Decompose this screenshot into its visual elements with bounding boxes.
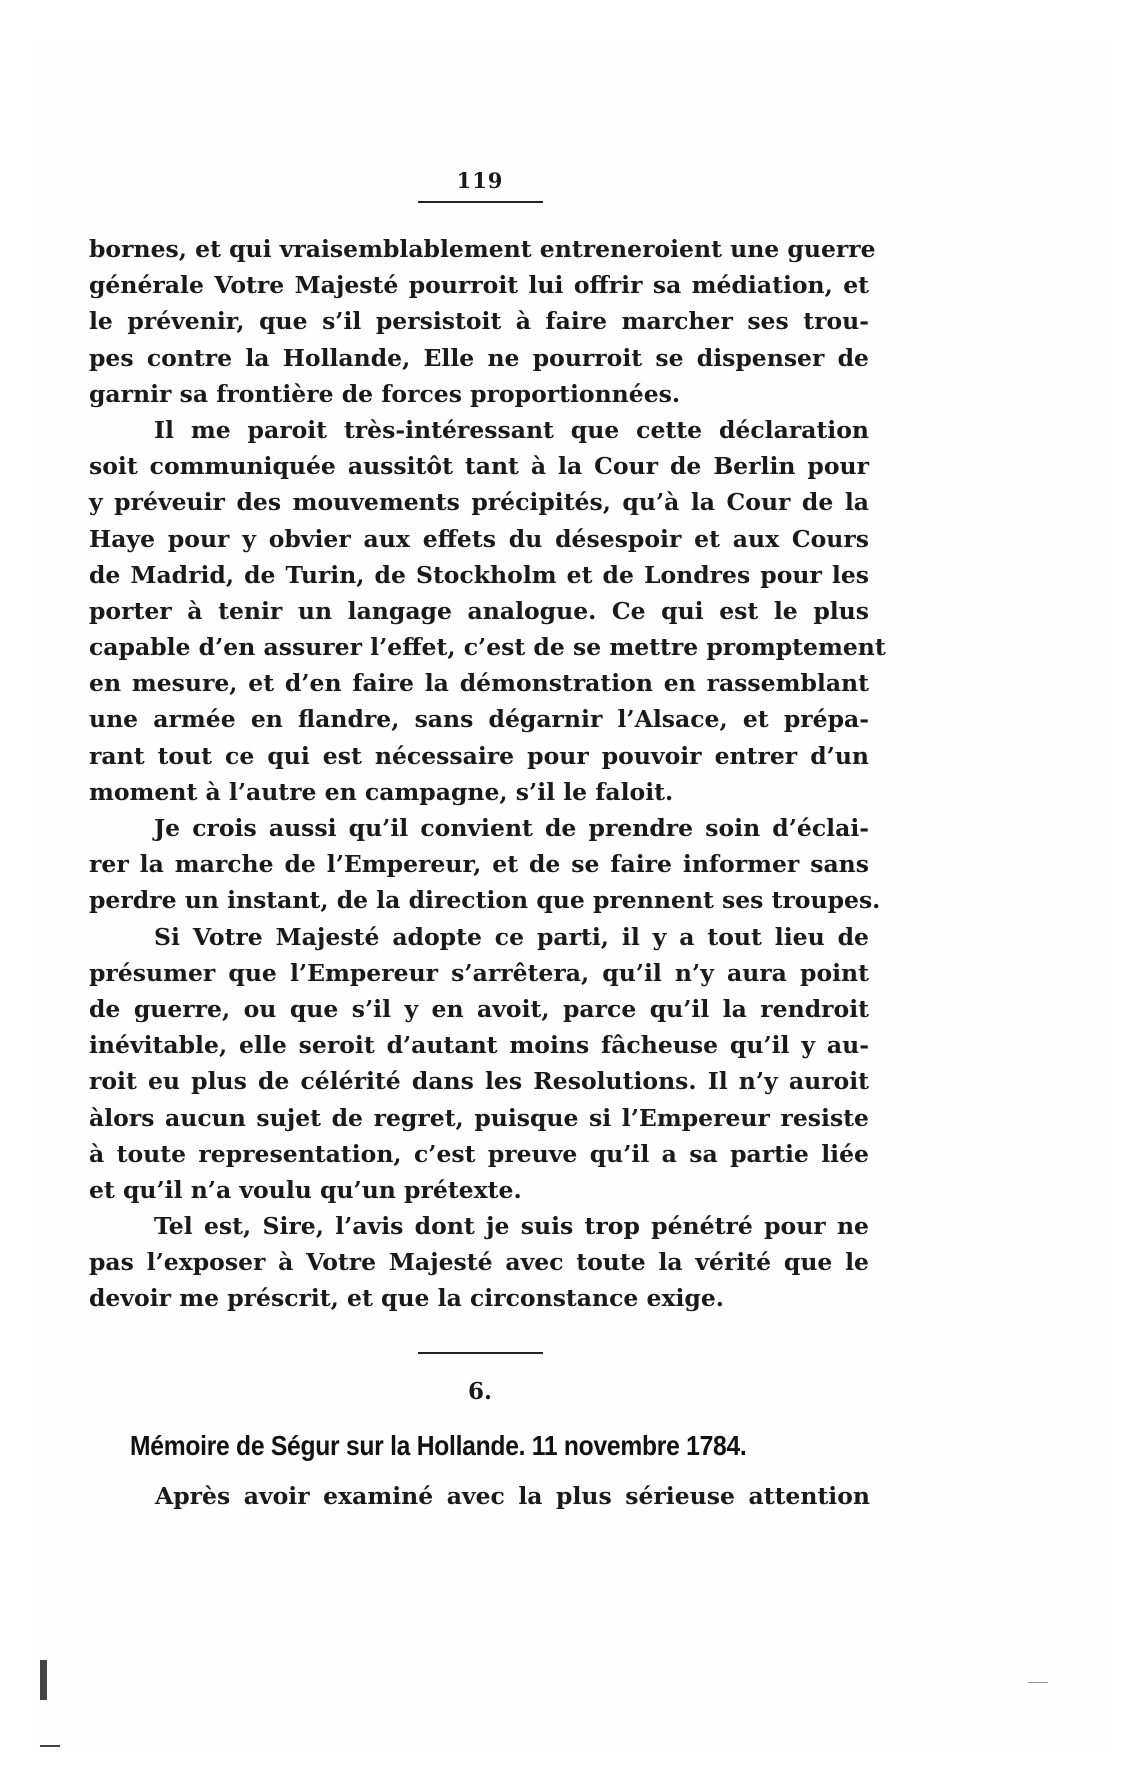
section-first-line: Après avoir examiné avec la plus sérieuse attention [155,1482,870,1510]
text-line: présumer que l’Empereur s’arrêtera, qu’il n’y aura point [89,958,869,987]
text-line: capable d’en assurer l’effet, c’est de se mettre promptement [89,633,886,662]
text-line: de Madrid, de Turin, de Stockholm et de Londres pour les [89,560,869,589]
text-line: perdre un instant, de la direction que prennent ses troupes. [89,886,881,915]
section-title: Mémoire de Ségur sur la Hollande. 11 novembre 1784. [130,1430,747,1461]
text-line: moment à l’autre en campagne, s’il le faloit. [89,777,674,806]
text-line: Il me paroit très-intéressant que cette déclaration [154,415,869,444]
scan-edge-mark [1028,1682,1048,1683]
text-line: de guerre, ou que s’il y en avoit, parce qu’il la rendroit [89,994,869,1023]
text-line: le prévenir, que s’il persistoit à faire marcher ses trou- [89,307,869,336]
text-line: rant tout ce qui est nécessaire pour pouvoir entrer d’un [89,741,869,770]
text-line: soit communiquée aussitôt tant à la Cour de Berlin pour [89,452,869,481]
text-line: garnir sa frontière de forces proportionnées. [89,379,681,408]
text-line: Je crois aussi qu’il convient de prendre soin d’éclai- [154,814,869,842]
text-line: roit eu plus de célérité dans les Resolutions. Il n’y auroit [89,1067,869,1096]
text-line: porter à tenir un langage analogue. Ce qui est le plus [89,596,869,625]
text-line: pes contre la Hollande, Elle ne pourroit se dispenser de [89,343,869,372]
scan-edge-mark [40,1660,47,1700]
text-line: devoir me préscrit, et que la circonstance exige. [89,1284,724,1313]
text-line: une armée en flandre, sans dégarnir l’Alsace, et prépa- [89,705,869,734]
text-line: Tel est, Sire, l’avis dont je suis trop pénétré pour ne [154,1212,869,1241]
text-line: bornes, et qui vraisemblablement entreneroient une guerre [89,235,876,263]
text-line: générale Votre Majesté pourroit lui offrir sa médiation, et [89,271,869,300]
section-number: 6. [467,1378,492,1405]
scan-edge-mark [40,1745,60,1747]
page-number: 119 [456,168,504,193]
text-line: Haye pour y obvier aux effets du désespoir et aux Cours [89,524,869,553]
text-line: inévitable, elle seroit d’autant moins fâcheuse qu’il y au- [89,1031,869,1060]
text-line: y préveuir des mouvements précipités, qu’à la Cour de la [89,488,869,517]
text-line: àlors aucun sujet de regret, puisque si l’Empereur resiste [89,1103,869,1132]
text-line: pas l’exposer à Votre Majesté avec toute la vérité que le [89,1248,869,1277]
section-divider-rule [418,1352,543,1354]
text-line: Si Votre Majesté adopte ce parti, il y a tout lieu de [154,922,869,951]
header-rule [418,201,543,203]
text-line: et qu’il n’a voulu qu’un prétexte. [89,1175,522,1204]
text-line: rer la marche de l’Empereur, et de se faire informer sans [89,850,869,879]
body-text [89,231,886,1317]
text-line: en mesure, et d’en faire la démonstration en rassemblant [89,669,869,698]
text-line: à toute representation, c’est preuve qu’il a sa partie liée [89,1139,869,1168]
